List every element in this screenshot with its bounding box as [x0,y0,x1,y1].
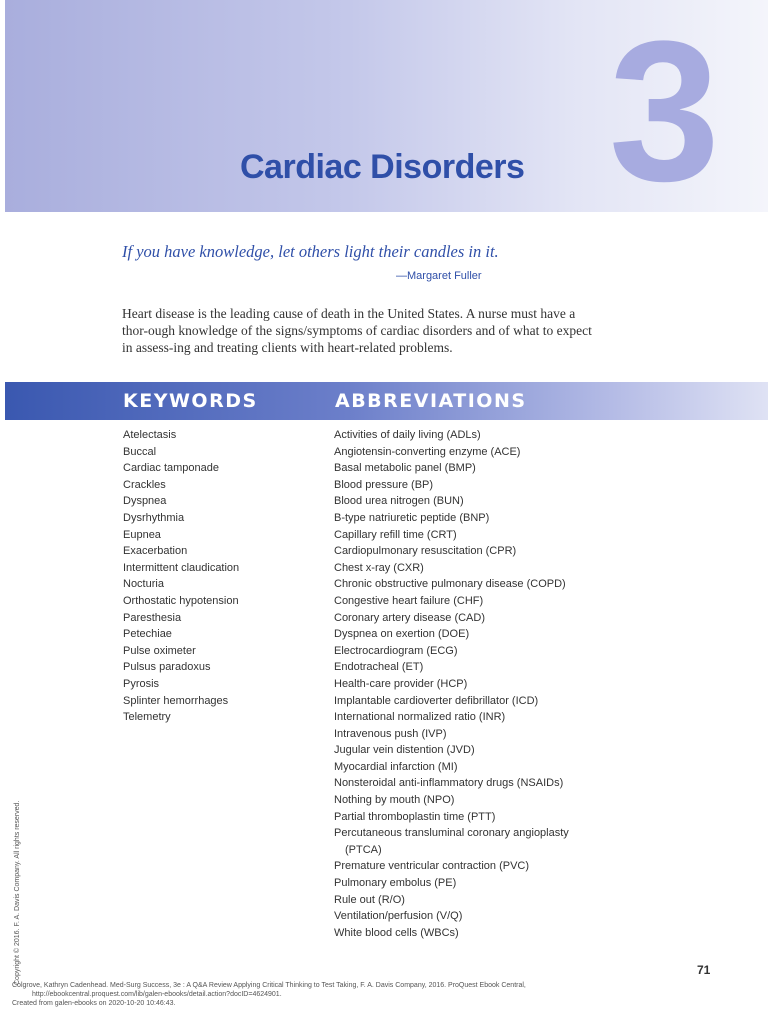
keyword-item: Nocturia [123,578,164,591]
keyword-item: Orthostatic hypotension [123,594,239,607]
keywords-heading: KEYWORDS [123,390,258,412]
keyword-item: Pulse oximeter [123,644,196,657]
abbreviation-item: Angiotensin-converting enzyme (ACE) [334,445,521,458]
keyword-item: Paresthesia [123,611,182,624]
page-number: 71 [697,963,711,977]
abbreviation-item: Nothing by mouth (NPO) [334,794,455,807]
abbreviation-item: Intravenous push (IVP) [334,727,447,740]
keyword-item: Atelectasis [123,429,177,441]
citation-line: Created from galen-ebooks on 2020-10-20 10:46:43. [12,1000,176,1007]
abbreviation-item: White blood cells (WBCs) [334,926,459,939]
keyword-item: Telemetry [123,711,171,724]
keyword-item: Intermittent claudication [123,561,240,574]
keyword-item: Pyrosis [123,677,160,690]
abbreviation-item: International normalized ratio (INR) [334,711,506,724]
abbreviation-item: Cardiopulmonary resuscitation (CPR) [334,545,517,558]
citation-line: Colgrove, Kathryn Cadenhead. Med-Surg Success, 3e : A Q&A Review Applying Critical Thinking to Test Taking, F. A. Davis Company, 2016. ProQuest Ebook Central, [12,982,526,989]
keyword-item: Pulsus paradoxus [123,661,211,674]
keyword-item: Dysrhythmia [123,511,185,524]
citation-footer [12,981,752,1008]
abbreviation-item: Dyspnea on exertion (DOE) [334,628,470,641]
keyword-item: Buccal [123,445,157,458]
epigraph-quote: If you have knowledge, let others light their candles in it. [122,242,499,261]
abbreviation-item: Nonsteroidal anti-inflammatory drugs (NSAIDs) [334,777,564,790]
copyright-notice: Copyright © 2016. F. A. Davis Company. All rights reserved. [14,800,21,985]
abbreviation-item: Rule out (R/O) [334,893,405,906]
keyword-item: Exacerbation [123,545,188,558]
abbreviation-item: Ventilation/perfusion (V/Q) [334,910,463,923]
abbreviation-item: Pulmonary embolus (PE) [334,877,457,890]
abbreviation-item: Chest x-ray (CXR) [334,561,424,574]
keyword-item: Crackles [123,478,166,491]
keyword-item: Cardiac tamponade [123,462,220,475]
intro-paragraph: Heart disease is the leading cause of death in the United States. A nurse must have a thor-ough knowledge of the signs/symptoms of cardiac disorders and of what to expect in assess-ing and treating clients with heart-related problems. [122,306,592,355]
abbreviation-item: B-type natriuretic peptide (BNP) [334,511,490,524]
keywords-list [123,427,239,726]
abbreviation-item: Chronic obstructive pulmonary disease (COPD) [334,578,566,591]
keyword-item: Splinter hemorrhages [123,694,229,707]
citation-link[interactable]: http://ebookcentral.proquest.com/lib/galen-ebooks/detail.action?docID=4624901. [32,991,282,998]
abbreviation-item: Congestive heart failure (CHF) [334,594,484,607]
abbreviation-item: Percutaneous transluminal coronary angioplasty [334,827,569,840]
abbreviation-item: Blood urea nitrogen (BUN) [334,495,464,508]
chapter-number: 3 [608,0,716,212]
abbreviation-item: Capillary refill time (CRT) [334,528,457,541]
abbreviation-item: Basal metabolic panel (BMP) [334,462,476,475]
chapter-title: Cardiac Disorders [240,148,525,186]
abbreviations-list [334,427,634,941]
abbreviation-item: Myocardial infarction (MI) [334,760,458,773]
abbreviation-item: Health-care provider (HCP) [334,677,468,690]
abbreviation-item: Electrocardiogram (ECG) [334,644,458,657]
epigraph-author: —Margaret Fuller [396,270,482,282]
abbreviation-item: (PTCA) [345,843,382,856]
abbreviations-heading: ABBREVIATIONS [335,390,527,412]
abbreviation-item: Endotracheal (ET) [334,661,424,674]
abbreviation-item: Premature ventricular contraction (PVC) [334,860,530,873]
abbreviation-item: Activities of daily living (ADLs) [334,429,481,441]
abbreviation-item: Jugular vein distention (JVD) [334,744,475,757]
abbreviation-item: Blood pressure (BP) [334,478,434,491]
chapter-header-band [5,0,768,212]
abbreviation-item: Coronary artery disease (CAD) [334,611,485,624]
keyword-item: Dyspnea [123,495,167,508]
keyword-item: Petechiae [123,628,172,641]
keyword-item: Eupnea [123,528,161,541]
abbreviation-item: Partial thromboplastin time (PTT) [334,810,496,823]
abbreviation-item: Implantable cardioverter defibrillator (ICD) [334,694,539,707]
